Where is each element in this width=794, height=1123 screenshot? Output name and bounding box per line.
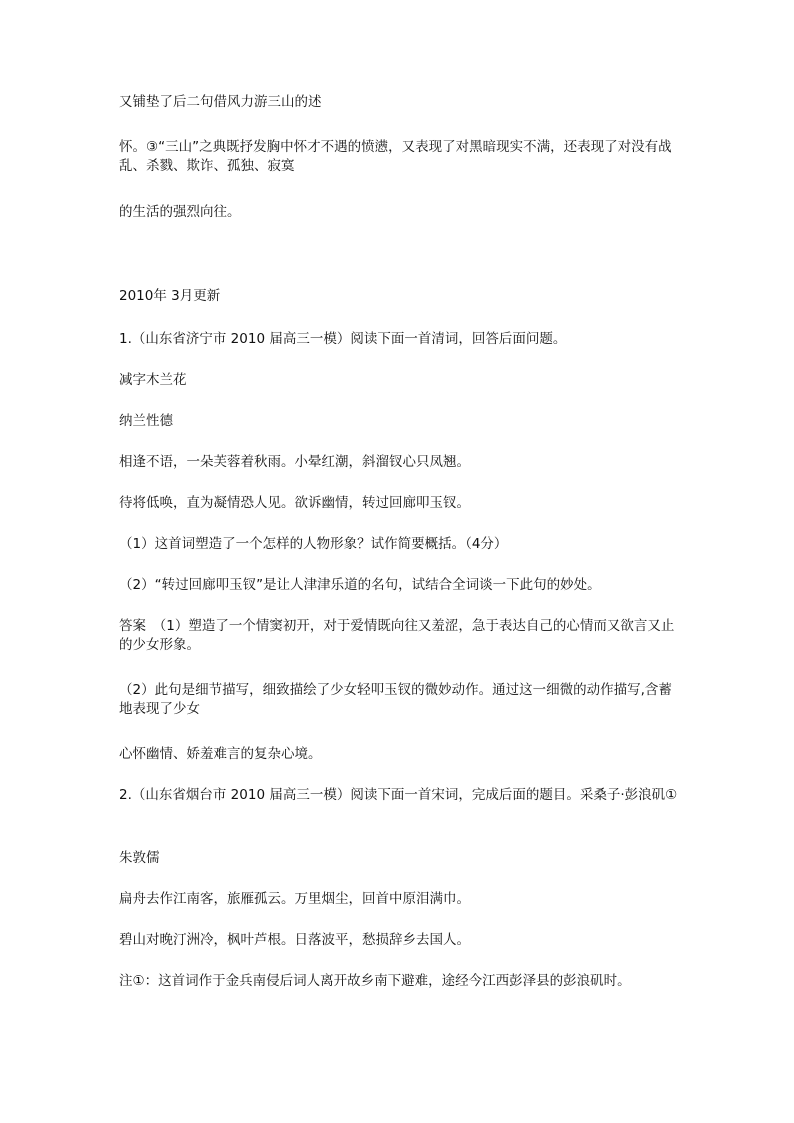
poem-1-stanza-2: 待将低唤，直为凝情恐人见。欲诉幽情，转过回廊叩玉钗。 xyxy=(119,495,470,511)
question-1-part-1: （1）这首词塑造了一个怎样的人物形象？试作简要概括。（4分） xyxy=(119,536,508,552)
paragraph-longing: 的生活的强烈向往。 xyxy=(119,204,241,220)
answer-1-part-2: （2）此句是细节描写，细致描绘了少女轻叩玉钗的微妙动作。通过这一细微的动作描写,含蓄地表现了少女 xyxy=(119,682,672,717)
answer-1-part-2-continued: 心怀幽情、娇羞难言的复杂心境。 xyxy=(119,746,322,762)
answer-1-part-1: 答案 （1）塑造了一个情窦初开，对于爱情既向往又羞涩，急于表达自己的心情而又欲言又止的少女形象。 xyxy=(119,618,675,653)
paragraph-sanshan-analysis: 怀。③“三山”之典既抒发胸中怀才不遇的愤懑，又表现了对黑暗现实不满，还表现了对没有战乱、杀戮、欺诈、孤独、寂寞 xyxy=(119,139,672,174)
poem-2-stanza-2: 碧山对晚汀洲冷，枫叶芦根。日落波平，愁损辞乡去国人。 xyxy=(119,932,470,948)
poem-2-author: 朱敦儒 xyxy=(119,850,160,866)
paragraph-preface-line: 又铺垫了后二句借风力游三山的述 xyxy=(119,94,322,110)
update-date: 2010年 3月更新 xyxy=(119,288,221,304)
question-1-prompt: 1.（山东省济宁市 2010 届高三一模）阅读下面一首清词，回答后面问题。 xyxy=(119,331,567,347)
poem-2-stanza-1: 扁舟去作江南客，旅雁孤云。万里烟尘，回首中原泪满巾。 xyxy=(119,891,470,907)
poem-1-stanza-1: 相逢不语，一朵芙蓉着秋雨。小晕红潮，斜溜钗心只凤翘。 xyxy=(119,454,470,470)
question-1-part-2: （2）“转过回廊叩玉钗”是让人津津乐道的名句，试结合全词谈一下此句的妙处。 xyxy=(119,577,601,593)
poem-1-title: 减字木兰花 xyxy=(119,372,187,388)
poem-1-author: 纳兰性德 xyxy=(119,413,173,429)
poem-2-note: 注①：这首词作于金兵南侵后词人离开故乡南下避难，途经今江西彭泽县的彭浪矶时。 xyxy=(119,973,631,989)
question-2-prompt: 2.（山东省烟台市 2010 届高三一模）阅读下面一首宋词，完成后面的题目。采桑子·彭浪矶① xyxy=(119,787,678,803)
